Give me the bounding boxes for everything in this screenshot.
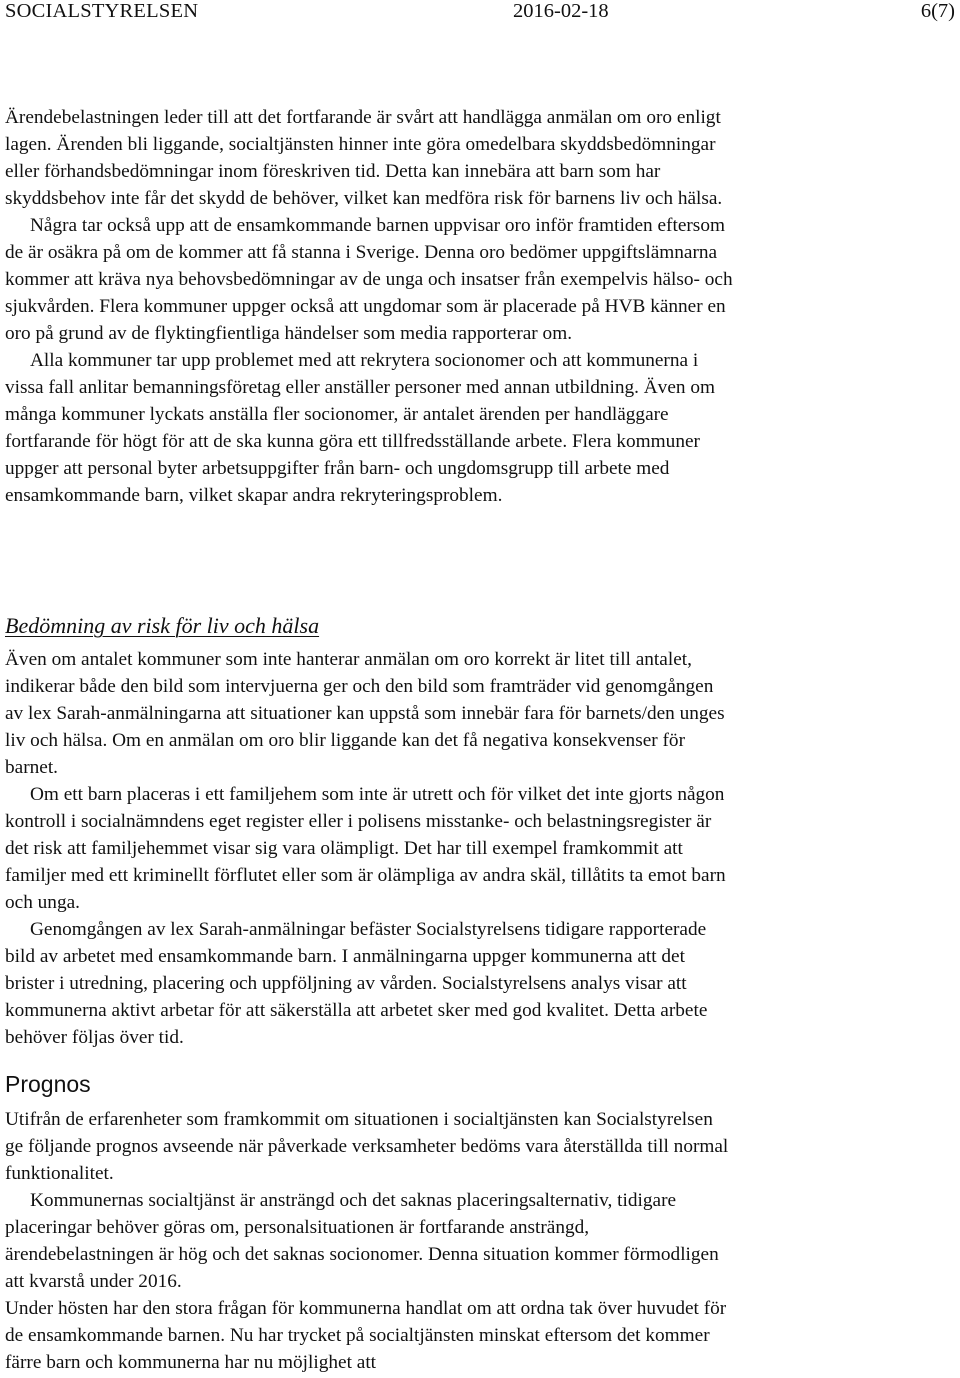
paragraph: Även om antalet kommuner som inte hanterar anmälan om oro korrekt är litet till antalet, indikerar både den bild som intervjuerna ger och den bild som framträder vid genomgången av lex Sarah-anmälningarna att situationer kan uppstå som innebär fara för barnets/den unges liv och hälsa. Om en anmälan om oro blir liggande kan det få negativa konsekvenser för barnet. (5, 649, 725, 778)
paragraph: Genomgången av lex Sarah-anmälningar befäster Socialstyrelsens tidigare rapporterade bild av arbetet med ensamkommande barn. I anmälningarna uppger kommunerna att det brister i utredning, placering och uppföljning av vården. Socialstyrelsens analys visar att kommunerna aktivt arbetar för att säkerställa att arbetet sker med god kvalitet. Detta arbete behöver följas över tid. (5, 919, 708, 1048)
page-number: 6(7) (920, 0, 955, 22)
paragraph: Alla kommuner tar upp problemet med att rekrytera socionomer och att kommunerna i vissa fall anlitar bemanningsföretag eller anställer personer med annan utbildning. Även om många kommuner lyckats anställa fler socionomer, är antalet ärenden per handläggare fortfarande för högt för att de ska kunna göra ett tillfredsställande arbete. Flera kommuner uppger att personal byter arbetsuppgifter från barn- och ungdomsgrupp till arbete med ensamkommande barn, vilket skapar andra rekryteringsproblem. (5, 350, 715, 506)
section-risk-assessment (5, 646, 733, 1051)
page-header (5, 0, 955, 26)
document-date: 2016-02-18 (513, 0, 609, 22)
paragraph: Några tar också upp att de ensamkommande barnen uppvisar oro inför framtiden eftersom de är osäkra på om de kommer att få stanna i Sverige. Denna oro bedömer uppgiftslämnarna kommer att kräva nya behovsbedömningar av de unga och insatser från exempelvis hälso- och sjukvården. Flera kommuner uppger också att ungdomar som är placerade på HVB känner en oro på grund av de flyktingfientliga händelser som media rapporterar om. (5, 215, 733, 344)
paragraph: Under hösten har den stora frågan för kommunerna handlat om att ordna tak över huvudet för de ensamkommande barnen. Nu har trycket på socialtjänsten minskat eftersom det kommer färre barn och kommunerna har nu möjlighet att (5, 1298, 727, 1373)
paragraph: Utifrån de erfarenheter som framkommit om situationen i socialtjänsten kan Socialstyrelsen ge följande prognos avseende när påverkade verksamheter bedöms vara återställda till normal funktionalitet. (5, 1109, 729, 1184)
paragraph: Om ett barn placeras i ett familjehem som inte är utrett och för vilket det inte gjorts någon kontroll i socialnämndens eget register eller i polisens misstanke- och belastningsregister är det risk att familjehemmet visar sig vara olämpligt. Det har till exempel framkommit att familjer med ett kriminellt förflutet eller som är olämpliga av andra skäl, tillåtits ta emot barn och unga. (5, 784, 726, 913)
section-prognosis (5, 1106, 733, 1376)
paragraph: Kommunernas socialtjänst är ansträngd och det saknas placeringsalternativ, tidigare placeringar behöver göras om, personalsituationen är fortfarande ansträngd, ärendebelastningen är hög och det saknas socionomer. Denna situation kommer förmodligen att kvarstå under 2016. (5, 1190, 719, 1292)
organization-name: SOCIALSTYRELSEN (5, 0, 199, 22)
paragraph: Ärendebelastningen leder till att det fortfarande är svårt att handlägga anmälan om oro enligt lagen. Ärenden bli liggande, socialtjänsten hinner inte göra omedelbara skyddsbedömningar eller förhandsbedömningar inom föreskriven tid. Detta kan innebära att barn som har skyddsbehov inte får det skydd de behöver, vilket kan medföra risk för barnens liv och hälsa. (5, 107, 723, 209)
section-heading-prognosis: Prognos (5, 1071, 91, 1097)
section-workload (5, 104, 733, 509)
section-heading-risk: Bedömning av risk för liv och hälsa (5, 613, 320, 638)
